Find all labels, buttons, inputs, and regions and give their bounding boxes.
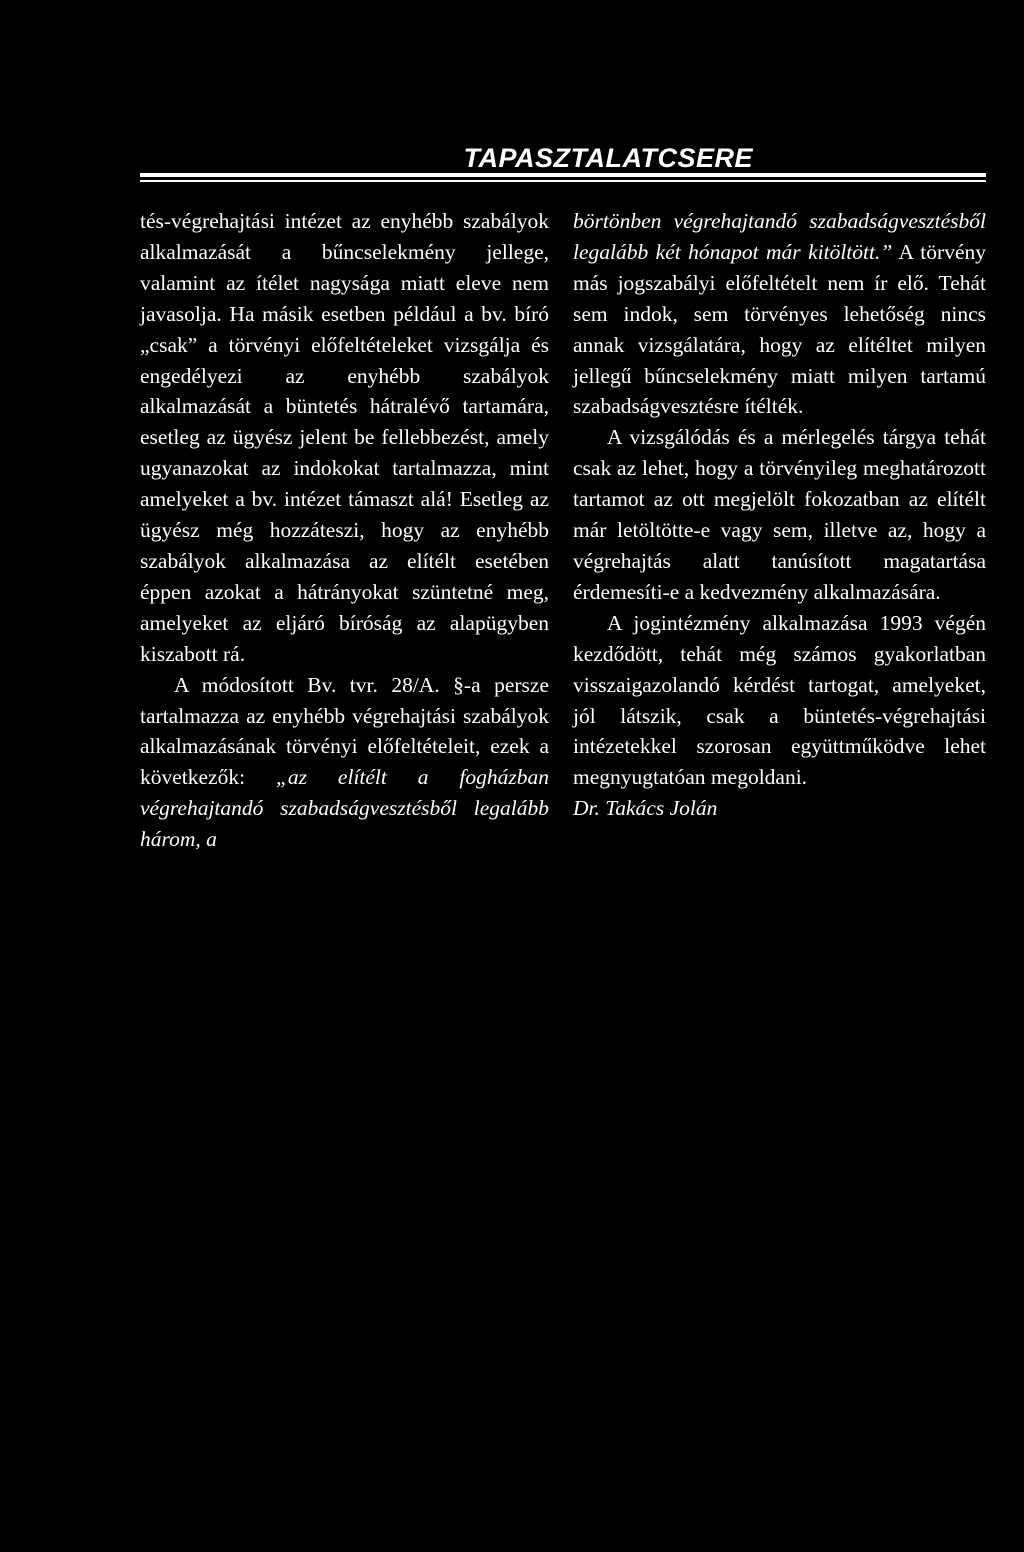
section-title: TAPASZTALATCSERE	[463, 143, 753, 173]
header-rule-thick	[140, 173, 986, 177]
right-paragraph-2: A vizsgálódás és a mérlegelés tárgya tehát csak az lehet, hogy a törvényileg meghatározott tartamot az ott megjelölt fokozatban az elítélt már letöltötte-e vagy sem, illetve az, hogy a végrehajtás alatt tanúsított magatartása érdemesíti-e a kedvezmény alkalmazására.	[573, 425, 986, 604]
law-quote-start: „az elítélt a fogházban végrehajtandó szabadságvesztésből legalább három, a	[140, 765, 549, 852]
right-paragraph-1-text: A törvény más jogszabályi előfeltételt nem ír elő. Tehát sem indok, sem törvényes lehetőség nincs annak vizsgálatára, hogy az elítéltet milyen jellegű bűncselekmény miatt milyen tartamú szabadságvesztésre ítélték.	[573, 239, 986, 419]
left-paragraph-2	[140, 670, 549, 855]
law-quote-end: börtönben végrehajtandó szabadságvesztésből legalább két hónapot már kitöltött.”	[573, 209, 986, 264]
right-column	[573, 206, 986, 824]
left-paragraph-2-text: A módosított Bv. tvr. 28/A. §-a persze tartalmazza az enyhébb végrehajtási szabályok alkalmazásának törvényi előfeltételeit, ezek a következők:	[140, 672, 549, 790]
left-paragraph-1: tés-végrehajtási intézet az enyhébb szabályok alkalmazását a bűncselekmény jellege, valamint az ítélet nagysága miatt eleve nem javasolja. Ha másik esetben például a bv. bíró „csak” a törvényi előfeltételeket vizsgálja és engedélyezi az enyhébb szabályok alkalmazását a büntetés hátralévő tartamára, esetleg az ügyész jelent be fellebbezést, amely ugyanazokat az indokokat tartalmazza, mint amelyeket a bv. intézet támaszt alá! Esetleg az ügyész még hozzáteszi, hogy az enyhébb szabályok alkalmazása az elítélt esetében éppen azokat a hátrányokat szüntetné meg, amelyeket az eljáró bíróság az alapügyben kiszabott rá.	[140, 209, 549, 666]
page-header	[140, 140, 986, 190]
left-column	[140, 206, 549, 855]
right-paragraph-1	[573, 206, 986, 422]
author-signature: Dr. Takács Jolán	[573, 796, 718, 821]
right-paragraph-3: A jogintézmény alkalmazása 1993 végén kezdődött, tehát még számos gyakorlatban visszaigazolandó kérdést tartogat, amelyeket, jól látszik, csak a büntetés-végrehajtási intézetekkel szorosan együttműködve lehet megnyugtatóan megoldani.	[573, 610, 986, 790]
header-rule-thin	[140, 180, 986, 182]
